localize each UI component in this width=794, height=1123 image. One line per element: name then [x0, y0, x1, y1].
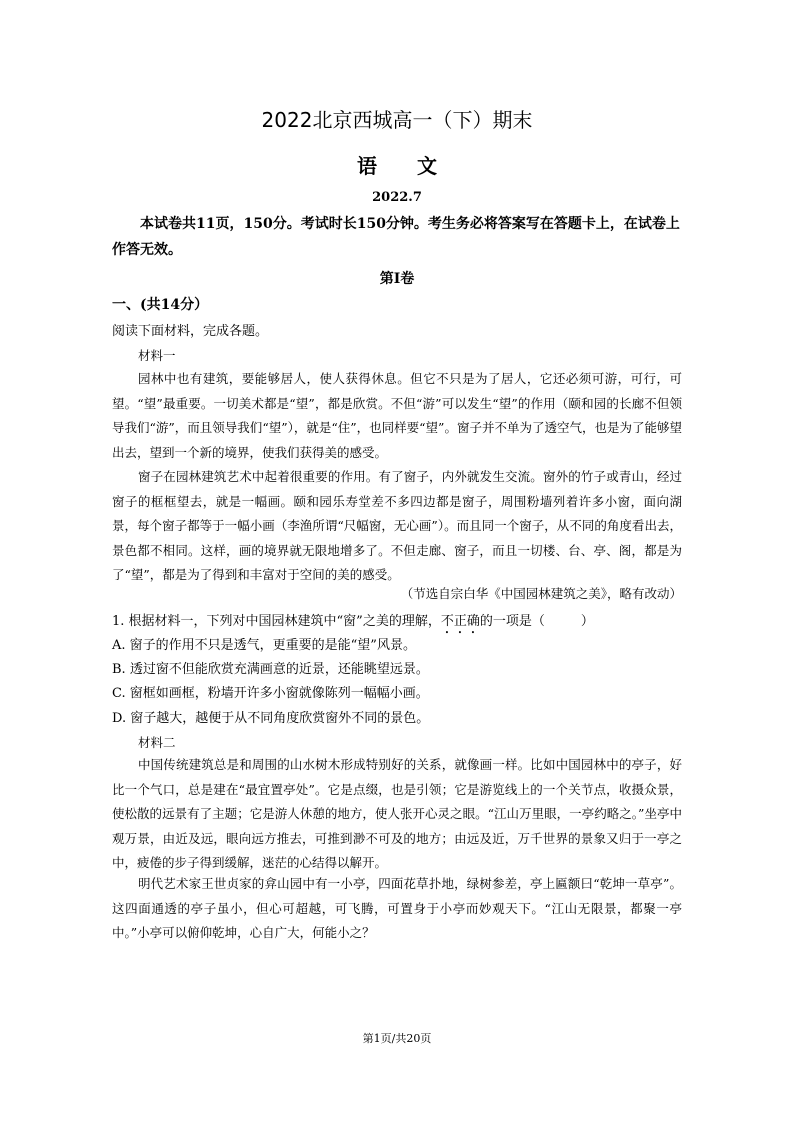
question-1-stem	[112, 610, 594, 637]
material-1-paragraph: 窗子在园林建筑艺术中起着很重要的作用。有了窗子，内外就发生交流。窗外的竹子或青山，经过窗子的框框望去，就是一幅画。颐和园乐寿堂差不多四边都是窗子，周围粉墙列着许多小窗，面向湖景，每个窗子都等于一幅小画（李渔所谓“尺幅窗，无心画”）。而且同一个窗子，从不同的角度看出去，景色都不相同。这样，画的境界就无限地增多了。不但走廊、窗子，而且一切楼、台、亭、阁，都是为了“望”，都是为了得到和丰富对于空间的美的感受。	[112, 469, 682, 582]
subject-title: 语文	[357, 154, 477, 178]
option-d: D. 窗子越大，越便于从不同角度欣赏窗外不同的景色。	[112, 711, 430, 726]
section-instruction: 阅读下面材料，完成各题。	[112, 324, 269, 339]
option-b: B. 透过窗不但能欣赏充满画意的近景，还能眺望远景。	[112, 662, 429, 677]
exam-notice: 本试卷共11页，150分。考试时长150分钟。考生务必将答案写在答题卡上，在试卷上作答无效。	[112, 216, 680, 258]
material-2-label: 材料二	[138, 735, 176, 750]
material-1-label: 材料一	[138, 348, 176, 363]
material-2-paragraph: 明代艺术家王世贞家的弇山园中有一小亭，四面花草扑地，绿树参差，亭上匾额曰“乾坤一草亭”。这四面通透的亭子虽小，但心可超越，可飞腾，可置身于小亭而妙观天下。“江山无限景，都聚一亭中。”小亭可以俯仰乾坤，心自广大，何能小之？	[112, 876, 682, 940]
volume-heading: 第Ⅰ卷	[379, 271, 415, 287]
option-c: C. 窗框如画框，粉墙开许多小窗就像陈列一幅幅小画。	[112, 686, 429, 701]
question-1-stem-before: 1. 根据材料一，下列对中国园林建筑中“窗”之美的理解，	[112, 614, 441, 629]
exam-title: 2022北京西城高一（下）期末	[261, 108, 533, 132]
question-1-stem-end: ）	[580, 614, 594, 629]
page-footer: 第1页/共20页	[362, 1032, 432, 1045]
question-1-stem-emphasis: 不正确	[440, 614, 480, 629]
question-1-stem-after: 的一项是（	[479, 614, 545, 629]
material-2-paragraph: 中国传统建筑总是和周围的山水树木形成特别好的关系，就像画一样。比如中国园林中的亭子，好比一个气口，总是建在“最宜置亭处”。它是点缀，也是引领；它是游览线上的一个关节点，收摄众景，使松散的远景有了主题；它是游人休憩的地方，使人张开心灵之眼。“江山万里眼，一亭约略之。”坐亭中观万景，由近及远，眼向远方推去，可推到渺不可及的地方；由远及近，万千世界的景象又归于一亭之中，疲倦的步子得到缓解，迷茫的心结得以解开。	[112, 757, 682, 870]
option-a: A. 窗子的作用不只是透气，更重要的是能“望”风景。	[112, 638, 416, 653]
material-1-paragraph: 园林中也有建筑，要能够居人，使人获得休息。但它不只是为了居人，它还必须可游，可行，可望。“望”最重要。一切美术都是“望”，都是欣赏。不但“游”可以发生“望”的作用（颐和园的长廊不但领导我们“游”，而且领导我们“望”），就是“住”，也同样要“望”。窗子并不单为了透空气，也是为了能够望出去，望到一个新的境界，使我们获得美的感受。	[112, 371, 682, 460]
section-heading: 一、(共14分）	[112, 297, 209, 313]
exam-date: 2022.7	[372, 190, 422, 205]
material-1-source: （节选自宗白华《中国园林建筑之美》，略有改动）	[400, 586, 682, 601]
